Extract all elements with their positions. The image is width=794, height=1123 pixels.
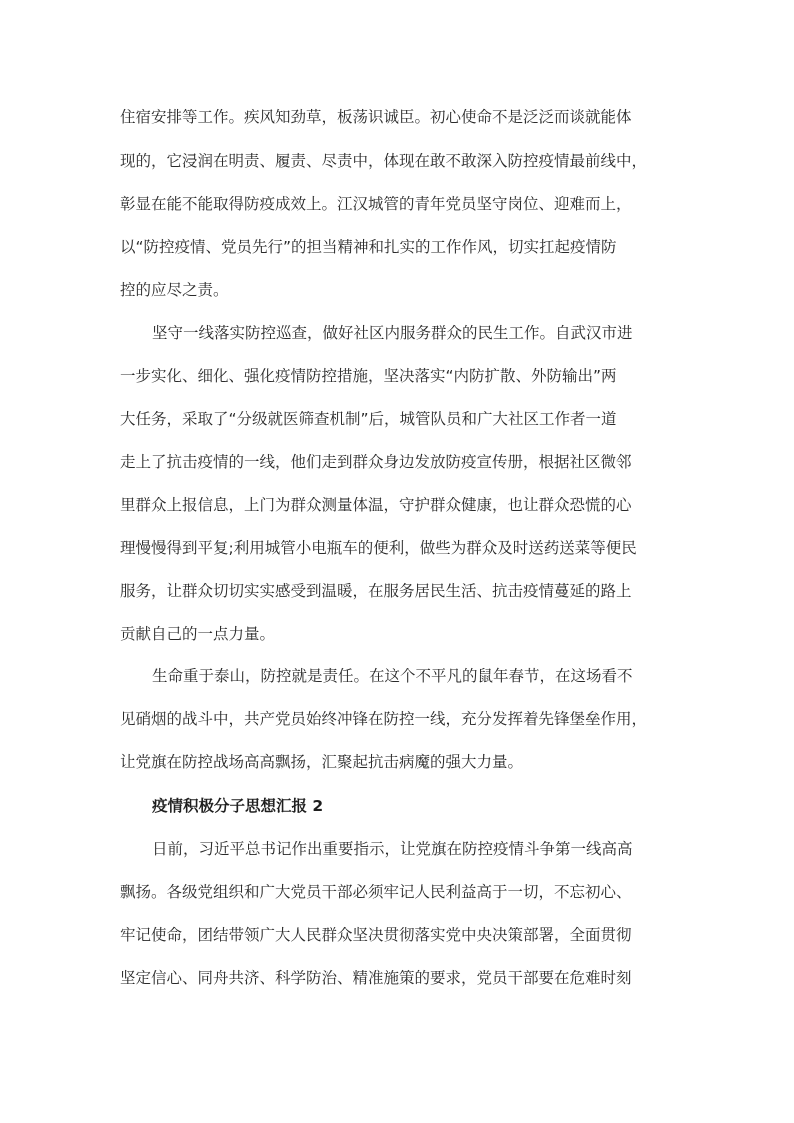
- paragraph-2-line-6: 理慢慢得到平复;利用城管小电瓶车的便利，做些为群众及时送药送菜等便民: [120, 539, 637, 557]
- paragraph-1-line-2: 现的，它浸润在明责、履责、尽责中，体现在敢不敢深入防控疫情最前线中，: [120, 152, 648, 170]
- paragraph-2-line-5: 里群众上报信息，上门为群众测量体温，守护群众健康，也让群众恐慌的心: [120, 496, 632, 514]
- paragraph-3-line-2: 见硝烟的战斗中，共产党员始终冲锋在防控一线，充分发挥着先锋堡垒作用，: [120, 710, 648, 728]
- paragraph-2-line-4: 走上了抗击疫情的一线，他们走到群众身边发放防疫宣传册，根据社区微邻: [120, 453, 632, 471]
- paragraph-1-line-1: 住宿安排等工作。疾风知劲草，板荡识诚臣。初心使命不是泛泛而谈就能体: [120, 108, 632, 126]
- paragraph-2-line-7: 服务，让群众切切实实感受到温暖，在服务居民生活、抗击疫情蔓延的路上: [120, 582, 632, 600]
- paragraph-2-line-1: 坚守一线落实防控巡查，做好社区内服务群众的民生工作。自武汉市进: [152, 324, 633, 342]
- paragraph-4-line-1: 日前，习近平总书记作出重要指示，让党旗在防控疫情斗争第一线高高: [152, 840, 633, 858]
- paragraph-1-line-4: 以“防控疫情、党员先行”的担当精神和扎实的工作作风，切实扛起疫情防: [120, 238, 617, 256]
- paragraph-3-line-1: 生命重于泰山，防控就是责任。在这个不平凡的鼠年春节，在这场看不: [152, 667, 633, 685]
- paragraph-4-line-2: 飘扬。各级党组织和广大党员干部必须牢记人民利益高于一切，不忘初心、: [120, 883, 632, 901]
- paragraph-2-line-3: 大任务，采取了“分级就医筛查机制”后，城管队员和广大社区工作者一道: [120, 410, 617, 428]
- paragraph-4-line-4: 坚定信心、同舟共济、科学防治、精准施策的要求，党员干部要在危难时刻: [120, 969, 632, 987]
- paragraph-1-line-5: 控的应尽之责。: [120, 281, 229, 299]
- section-heading: 疫情积极分子思想汇报 2: [152, 797, 324, 815]
- paragraph-2-line-8: 贡献自己的一点力量。: [120, 625, 276, 643]
- paragraph-1-line-3: 彰显在能不能取得防疫成效上。江汉城管的青年党员坚守岗位、迎难而上，: [120, 195, 632, 213]
- paragraph-3-line-3: 让党旗在防控战场高高飘扬，汇聚起抗击病魔的强大力量。: [120, 753, 524, 771]
- paragraph-2-line-2: 一步实化、细化、强化疫情防控措施，坚决落实“内防扩散、外防输出”两: [120, 367, 617, 385]
- paragraph-4-line-3: 牢记使命，团结带领广大人民群众坚决贯彻落实党中央决策部署，全面贯彻: [120, 926, 632, 944]
